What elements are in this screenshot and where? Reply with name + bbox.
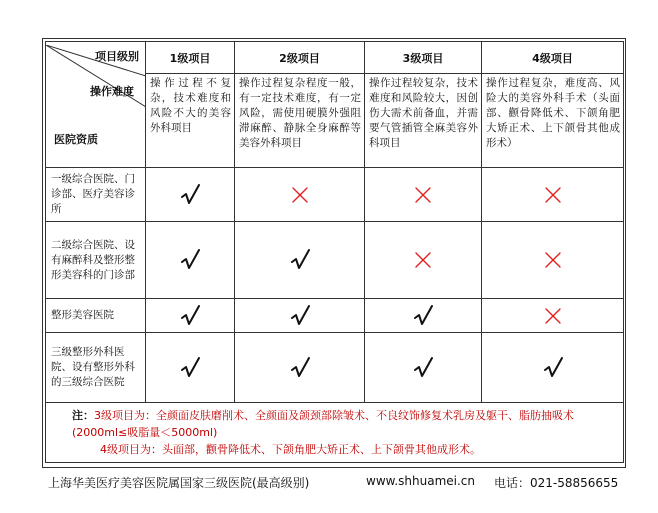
cross-icon	[289, 183, 311, 207]
mark-allowed	[235, 222, 365, 299]
cross-icon	[542, 248, 564, 272]
check-icon	[179, 248, 201, 272]
footer-url[interactable]: www.shhuamei.cn	[366, 474, 476, 488]
mark-not-allowed	[235, 168, 365, 222]
desc-level-4: 操作过程复杂，难度高、风险大的美容外科手术（头面部、颧骨降低术、下颌角肥大矫正术、上下颌骨其他成形术）	[482, 74, 624, 168]
diag-label-level: 项目级别	[95, 49, 139, 63]
cross-icon	[542, 304, 564, 328]
mark-allowed	[482, 333, 624, 403]
mark-allowed	[146, 168, 235, 222]
table-row	[46, 333, 624, 403]
check-icon	[412, 304, 434, 328]
diagonal-header-cell	[46, 42, 146, 168]
check-icon	[289, 356, 311, 380]
header-level-3: 3级项目	[365, 42, 482, 74]
check-icon	[179, 183, 201, 207]
mark-allowed	[235, 299, 365, 333]
mark-allowed	[235, 333, 365, 403]
mark-not-allowed	[365, 168, 482, 222]
mark-not-allowed	[482, 222, 624, 299]
check-icon	[412, 356, 434, 380]
table-row	[46, 299, 624, 333]
qualification-table	[45, 41, 624, 463]
desc-level-3: 操作过程较复杂，技术难度和风险较大，因创伤大需术前备血，并需要气管插管全麻美容外科项目	[365, 74, 482, 168]
mark-not-allowed	[482, 299, 624, 333]
cross-icon	[542, 183, 564, 207]
row-label: 一级综合医院、门诊部、医疗美容诊所	[46, 168, 146, 222]
check-icon	[289, 304, 311, 328]
check-icon	[542, 356, 564, 380]
row-label: 三级整形外科医院、设有整形外科的三级综合医院	[46, 333, 146, 403]
footer-hospital: 上海华美医疗美容医院属国家三级医院(最高级别)	[48, 476, 310, 490]
row-label: 二级综合医院、设有麻醉科及整形整形美容科的门诊部	[46, 222, 146, 299]
cross-icon	[412, 183, 434, 207]
row-label: 整形美容医院	[46, 299, 146, 333]
mark-not-allowed	[482, 168, 624, 222]
mark-allowed	[365, 333, 482, 403]
mark-allowed	[146, 299, 235, 333]
check-icon	[179, 356, 201, 380]
diag-label-qualification: 医院资质	[54, 132, 98, 146]
mark-not-allowed	[365, 222, 482, 299]
table-row	[46, 222, 624, 299]
cross-icon	[412, 248, 434, 272]
check-icon	[289, 248, 311, 272]
desc-level-1: 操作过程不复杂，技术难度和风险不大的美容外科项目	[146, 74, 235, 168]
note-cell	[46, 403, 624, 463]
note-level-4: 4级项目为：头面部，颧骨降低术、下颌角肥大矫正术、上下颌骨其他成形术。	[100, 443, 481, 456]
table-row	[46, 168, 624, 222]
mark-allowed	[365, 299, 482, 333]
check-icon	[179, 304, 201, 328]
mark-allowed	[146, 222, 235, 299]
header-level-1: 1级项目	[146, 42, 235, 74]
header-level-4: 4级项目	[482, 42, 624, 74]
mark-allowed	[146, 333, 235, 403]
header-level-2: 2级项目	[235, 42, 365, 74]
note-level-3: 3级项目为：全颜面皮肤磨削术、全颜面及颌颈部除皱术、不良纹饰修复术乳房及躯干、脂肪抽吸术(2000ml≤吸脂量＜5000ml)	[72, 409, 574, 439]
footer-phone: 电话：021-58856655	[494, 476, 619, 490]
diag-label-difficulty: 操作难度	[90, 84, 134, 98]
desc-level-2: 操作过程复杂程度一般，有一定技术难度，有一定风险，需使用硬膜外强阻滞麻醉、静脉全身麻醉等美容外科项目	[235, 74, 365, 168]
note-prefix: 注：	[72, 409, 94, 422]
